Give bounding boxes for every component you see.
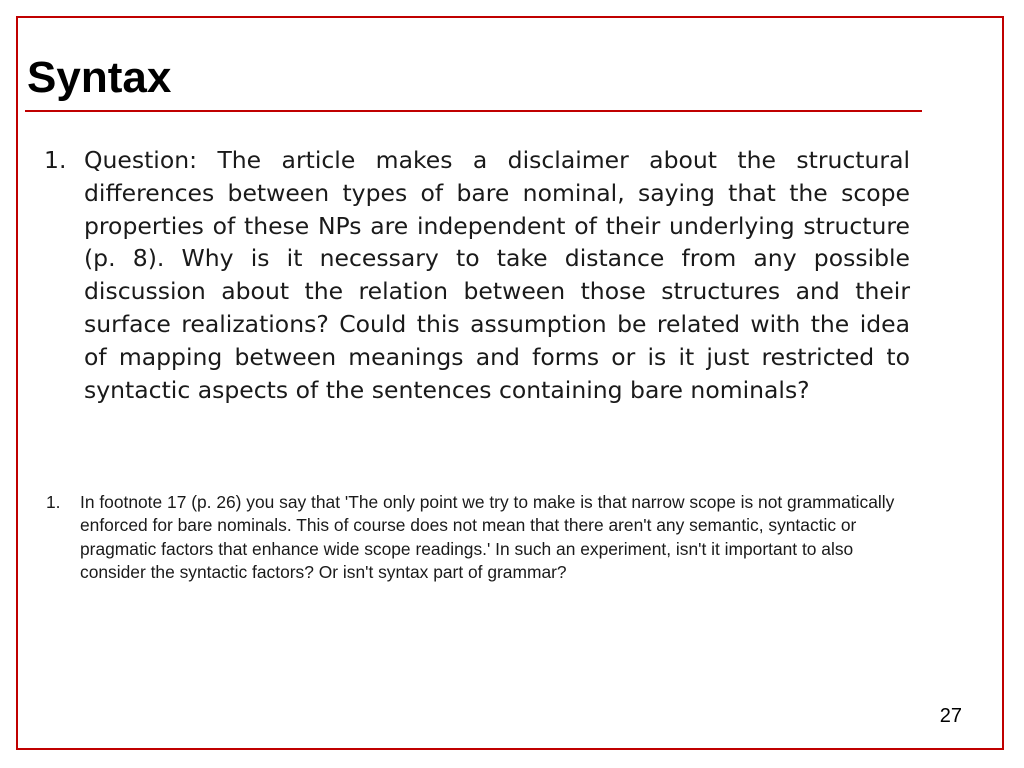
title-underline [25, 110, 922, 112]
slide-title: Syntax [27, 53, 172, 102]
question-number: 1. [46, 492, 61, 512]
question-text: Question: The article makes a disclaimer about the structural differences between types of bare nominal, saying that the scope properties of these NPs are independent of their underlying structure (p. 8). Why is it necessary to take distance from any possible discussion about the relation between those structures and their surface realizations? Could this assumption be related with the idea of mapping between meanings and forms or is it just restricted to syntactic aspects of the sentences containing bare nominals? [84, 146, 910, 404]
question-item-1 [44, 144, 910, 406]
question-item-2 [46, 491, 916, 585]
question-text: In footnote 17 (p. 26) you say that 'The only point we try to make is that narrow scope is not grammatically enforced for bare nominals. This of course does not mean that there aren't any semantic, syntactic or pragmatic factors that enhance wide scope readings.' In such an experiment, isn't it important to also consider the syntactic factors? Or isn't syntax part of grammar? [80, 492, 895, 583]
page-number: 27 [939, 705, 962, 727]
question-number: 1. [44, 146, 67, 174]
